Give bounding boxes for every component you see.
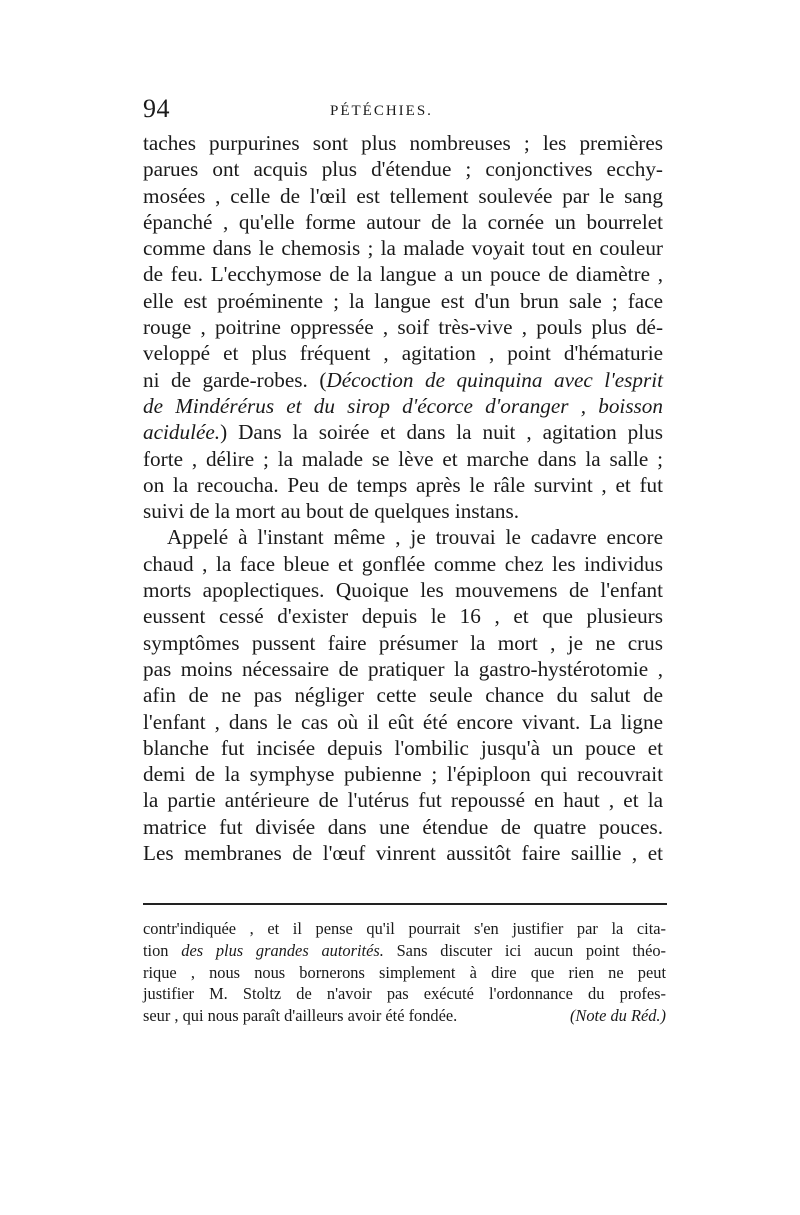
text-segment-italic: Décoction de quinquina avec l'esprit	[326, 367, 663, 392]
text-line: suivi de la mort au bout de quelques instans.	[143, 499, 520, 524]
text-line: forte , délire ; la malade se lève et marche dans la salle ;	[143, 446, 663, 471]
footnote-block	[143, 918, 666, 1027]
text-line: épanché , qu'elle forme autour de la cornée un bourrelet	[143, 209, 663, 234]
text-line: taches purpurines sont plus nombreuses ; les premières	[143, 131, 663, 155]
footnote-line	[143, 940, 666, 962]
footnote-line: rique , nous nous bornerons simplement à dire que rien ne peut	[143, 962, 666, 982]
text-line: parues ont acquis plus d'étendue ; conjonctives ecchy-	[143, 157, 663, 182]
text-line: symptômes pussent faire présumer la mort , je ne crus	[143, 630, 663, 655]
text-line: elle est proéminente ; la langue est d'un brun sale ; face	[143, 288, 663, 313]
text-line: de Mindérérus et du sirop d'écorce d'oranger , boisson	[143, 393, 663, 418]
text-line: morts apoplectiques. Quoique les mouvemens de l'enfant	[143, 578, 663, 603]
text-line	[143, 367, 663, 393]
text-line: la partie antérieure de l'utérus fut repoussé en haut , et la	[143, 788, 663, 813]
text-line: Les membranes de l'œuf vinrent aussitôt faire saillie , et	[143, 841, 663, 866]
text-line: chaud , la face bleue et gonflée comme chez les individus	[143, 551, 663, 576]
text-segment-roman: ni de garde-robes. (	[143, 367, 327, 392]
text-segment-italic: acidulée.	[143, 420, 221, 445]
text-line: matrice fut divisée dans une étendue de quatre pouces.	[143, 814, 663, 839]
text-line: rouge , poitrine oppressée , soif très-vive , pouls plus dé-	[143, 315, 663, 340]
text-line: Appelé à l'instant même , je trouvai le cadavre encore	[167, 525, 663, 550]
footnote-line: contr'indiquée , et il pense qu'il pourrait s'en justifier par la cita-	[143, 919, 666, 938]
text-segment-roman: ) Dans la soirée et dans la nuit , agitation plus	[220, 420, 663, 445]
running-title: PÉTÉCHIES.	[330, 103, 433, 119]
footnote-rule	[143, 903, 667, 905]
text-line: veloppé et plus fréquent , agitation , point d'hématurie	[143, 341, 663, 366]
footnote-last-text: seur , qui nous paraît d'ailleurs avoir été fondée.	[143, 1006, 458, 1026]
text-line: eussent cessé d'exister depuis le 16 , et que plusieurs	[143, 604, 663, 629]
text-line: de feu. L'ecchymose de la langue a un pouce de diamètre ,	[143, 262, 663, 287]
footnote-segment-roman: tion	[143, 940, 182, 960]
editor-note-label: (Note du Réd.)	[569, 1006, 666, 1026]
text-line: comme dans le chemosis ; la malade voyait tout en couleur	[143, 236, 663, 261]
footnote-segment-roman: Sans discuter ici aucun point théo-	[383, 940, 666, 960]
footnote-line: justifier M. Stoltz de n'avoir pas exécuté l'ordonnance du profes-	[143, 984, 666, 1004]
text-line: pas moins nécessaire de pratiquer la gastro-hystérotomie ,	[143, 656, 663, 681]
text-line: blanche fut incisée depuis l'ombilic jusqu'à un pouce et	[143, 735, 663, 760]
text-line: l'enfant , dans le cas où il eût été encore vivant. La ligne	[143, 709, 663, 734]
text-line: demi de la symphyse pubienne ; l'épiploon qui recouvrait	[143, 762, 663, 787]
page-number: 94	[143, 94, 170, 123]
text-line: afin de ne pas négliger cette seule chance du salut de	[143, 683, 663, 708]
main-text-block	[143, 130, 663, 866]
footnote-segment-italic: des plus grandes autorités.	[181, 940, 384, 960]
text-line: on la recoucha. Peu de temps après le râle survint , et fut	[143, 472, 663, 497]
text-line	[143, 419, 663, 445]
text-line: mosées , celle de l'œil est tellement soulevée par le sang	[143, 183, 663, 208]
footnote-line	[143, 1005, 666, 1027]
